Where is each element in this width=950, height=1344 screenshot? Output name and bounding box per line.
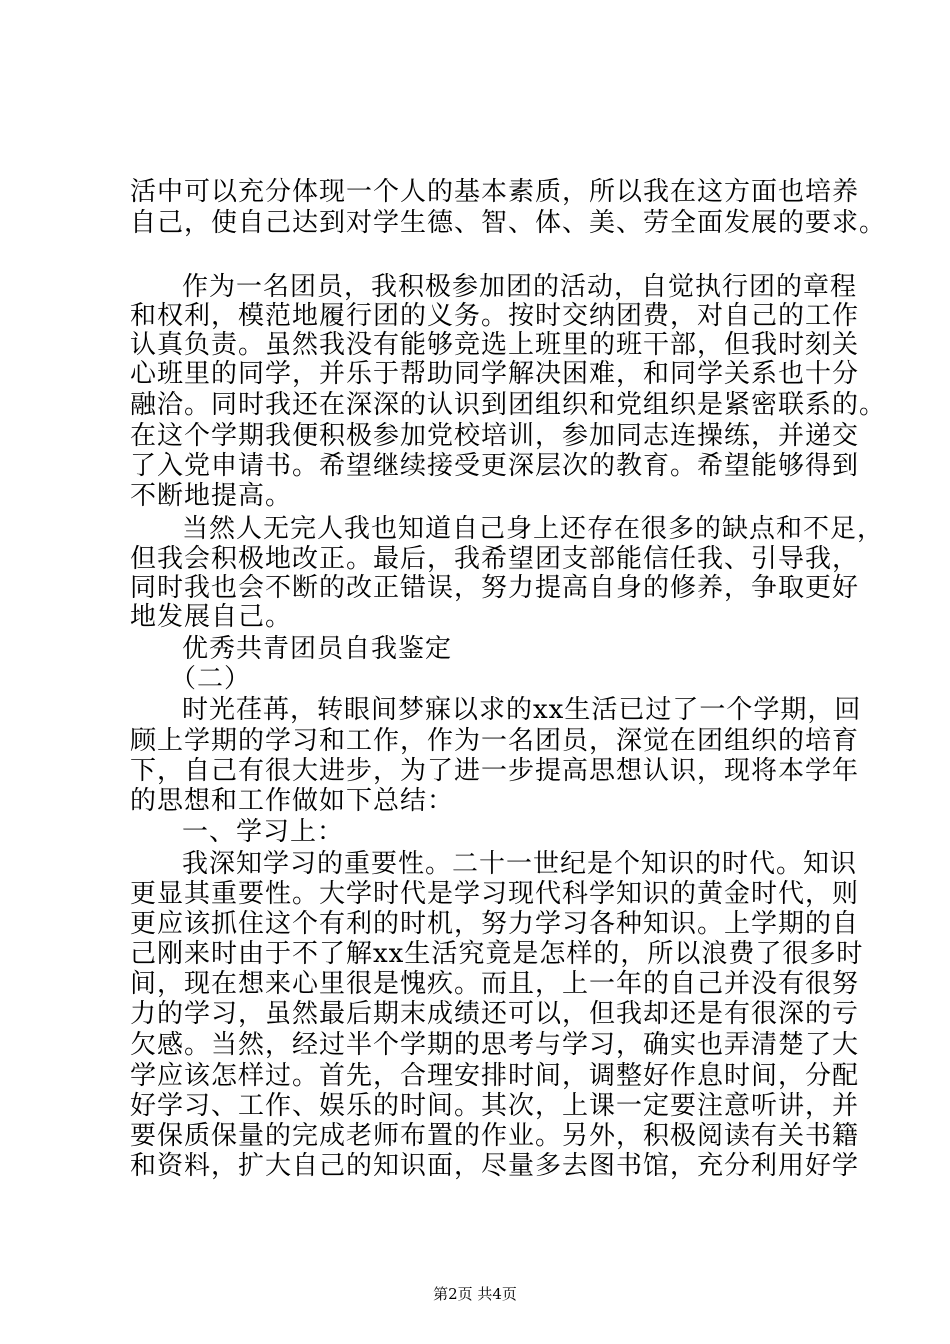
subsection-heading: 一、学习上： (182, 817, 345, 847)
text-line: 在这个学期我便积极参加党校培训，参加同志连操练，并递交 (130, 421, 860, 451)
text-line: 更应该抓住这个有利的时机，努力学习各种知识。上学期的自 (130, 909, 860, 939)
text-line: 的思想和工作做如下总结： (130, 786, 455, 816)
text-line: 和权利，模范地履行团的义务。按时交纳团费，对自己的工作 (130, 301, 860, 331)
text-line: 下，自己有很大进步，为了进一步提高思想认识，现将本学年 (130, 756, 860, 786)
text-line: 同时我也会不断的改正错误，努力提高自身的修养，争取更好 (130, 573, 860, 603)
text-line: 但我会积极地改正。最后，我希望团支部能信任我、引导我， (130, 544, 860, 574)
text-line: 作为一名团员，我积极参加团的活动，自觉执行团的章程 (182, 272, 858, 302)
text-line: 间，现在想来心里很是愧疚。而且，上一年的自己并没有很努 (130, 969, 860, 999)
text-line: 更显其重要性。大学时代是学习现代科学知识的黄金时代，则 (130, 879, 860, 909)
text-line: 要保质保量的完成老师布置的作业。另外，积极阅读有关书籍 (130, 1121, 860, 1151)
text-line: 和资料，扩大自己的知识面，尽量多去图书馆，充分利用好学 (130, 1151, 860, 1181)
text-line: 地发展自己。 (130, 602, 293, 632)
section-heading: 优秀共青团员自我鉴定 (182, 634, 453, 664)
text-line: 不断地提高。 (130, 481, 293, 511)
text-line: 了入党申请书。希望继续接受更深层次的教育。希望能够得到 (130, 451, 860, 481)
text-line: 活中可以充分体现一个人的基本素质，所以我在这方面也培养 (130, 177, 860, 207)
text-line: 力的学习，虽然最后期末成绩还可以，但我却还是有很深的亏 (130, 999, 860, 1029)
text-line: 顾上学期的学习和工作，作为一名团员，深觉在团组织的培育 (130, 726, 860, 756)
text-line: 学应该怎样过。首先，合理安排时间，调整好作息时间，分配 (130, 1061, 860, 1091)
section-number: （二） (170, 664, 252, 694)
text-line: 自己，使自己达到对学生德、智、体、美、劳全面发展的要求。 (130, 208, 887, 238)
text-line: 己刚来时由于不了解xx生活究竟是怎样的，所以浪费了很多时 (130, 939, 864, 969)
text-line: 时光荏苒，转眼间梦寐以求的xx生活已过了一个学期，回 (182, 695, 862, 725)
text-line: 我深知学习的重要性。二十一世纪是个知识的时代。知识 (182, 849, 858, 879)
text-line: 心班里的同学，并乐于帮助同学解决困难，和同学关系也十分 (130, 359, 860, 389)
text-line: 好学习、工作、娱乐的时间。其次，上课一定要注意听讲，并 (130, 1091, 860, 1121)
page-footer: 第2页 共4页 (433, 1285, 517, 1303)
text-line: 当然人无完人我也知道自己身上还存在很多的缺点和不足， (182, 514, 885, 544)
text-line: 欠感。当然，经过半个学期的思考与学习，确实也弄清楚了大 (130, 1030, 860, 1060)
text-line: 认真负责。虽然我没有能够竞选上班里的班干部，但我时刻关 (130, 330, 860, 360)
text-line: 融洽。同时我还在深深的认识到团组织和党组织是紧密联系的。 (130, 390, 887, 420)
